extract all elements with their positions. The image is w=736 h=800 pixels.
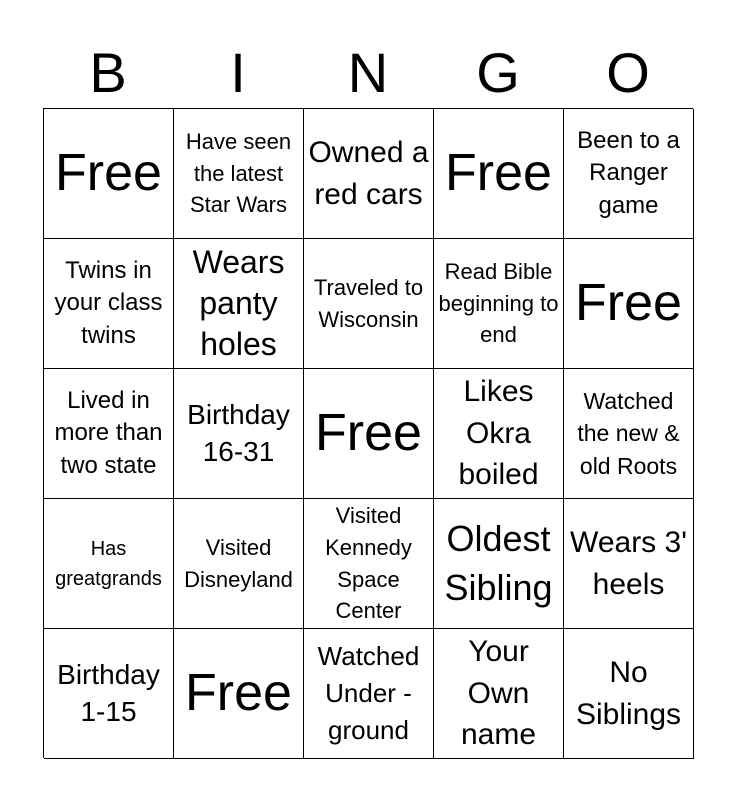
bingo-cell-free[interactable] bbox=[174, 629, 304, 759]
cell-label: Visited Disneyland bbox=[184, 534, 293, 592]
bingo-cell-free[interactable] bbox=[434, 109, 564, 239]
bingo-cell[interactable] bbox=[174, 369, 304, 499]
bingo-grid bbox=[43, 108, 693, 758]
bingo-cell-free[interactable] bbox=[304, 369, 434, 499]
bingo-cell[interactable] bbox=[174, 499, 304, 629]
cell-label: Have seen the latest Star Wars bbox=[185, 128, 292, 218]
cell-label: Birthday 16-31 bbox=[187, 398, 290, 467]
bingo-cell[interactable] bbox=[434, 369, 564, 499]
cell-label: Oldest Sibling bbox=[444, 517, 553, 608]
bingo-cell[interactable] bbox=[304, 109, 434, 239]
cell-label: Been to a Ranger game bbox=[577, 126, 680, 219]
bingo-cell[interactable] bbox=[44, 239, 174, 369]
bingo-header bbox=[43, 38, 693, 108]
bingo-cell[interactable] bbox=[174, 239, 304, 369]
cell-label: Owned a red cars bbox=[308, 136, 429, 211]
bingo-cell[interactable] bbox=[434, 239, 564, 369]
cell-label: Has greatgrands bbox=[55, 537, 162, 590]
bingo-cell-free[interactable] bbox=[44, 109, 174, 239]
cell-label: Twins in your class twins bbox=[54, 256, 163, 349]
bingo-cell[interactable] bbox=[304, 629, 434, 759]
bingo-cell[interactable] bbox=[304, 239, 434, 369]
bingo-cell[interactable] bbox=[564, 109, 694, 239]
bingo-cell[interactable] bbox=[44, 499, 174, 629]
cell-label: Your Own name bbox=[460, 635, 537, 752]
bingo-cell[interactable] bbox=[304, 499, 434, 629]
cell-label: Free bbox=[55, 143, 162, 202]
bingo-cell[interactable] bbox=[174, 109, 304, 239]
cell-label: Likes Okra boiled bbox=[458, 375, 539, 492]
header-letter-b: B bbox=[89, 41, 127, 104]
cell-label: Free bbox=[575, 273, 682, 332]
bingo-cell[interactable] bbox=[44, 369, 174, 499]
bingo-cell[interactable] bbox=[564, 369, 694, 499]
cell-label: No Siblings bbox=[575, 656, 682, 731]
cell-label: Watched the new & old Roots bbox=[577, 387, 680, 479]
header-letter-i: I bbox=[230, 41, 246, 104]
cell-label: Free bbox=[445, 143, 552, 202]
cell-label: Wears 3' heels bbox=[570, 526, 687, 601]
cell-label: Traveled to Wisconsin bbox=[313, 274, 424, 332]
bingo-cell[interactable] bbox=[44, 629, 174, 759]
cell-label: Visited Kennedy Space Center bbox=[325, 502, 412, 624]
header-letter-n: N bbox=[347, 41, 389, 104]
bingo-cell[interactable] bbox=[434, 499, 564, 629]
bingo-cell[interactable] bbox=[564, 629, 694, 759]
bingo-cell-free[interactable] bbox=[564, 239, 694, 369]
cell-label: Read Bible beginning to end bbox=[438, 258, 559, 348]
cell-label: Birthday 1-15 bbox=[57, 658, 160, 727]
header-letter-g: G bbox=[476, 41, 520, 104]
cell-label: Lived in more than two state bbox=[54, 386, 163, 479]
cell-label: Wears panty holes bbox=[192, 244, 285, 362]
header-letter-o: O bbox=[606, 41, 650, 104]
cell-label: Free bbox=[185, 663, 292, 722]
cell-label: Watched Under -ground bbox=[317, 641, 420, 745]
cell-label: Free bbox=[315, 403, 422, 462]
bingo-cell[interactable] bbox=[434, 629, 564, 759]
bingo-cell[interactable] bbox=[564, 499, 694, 629]
